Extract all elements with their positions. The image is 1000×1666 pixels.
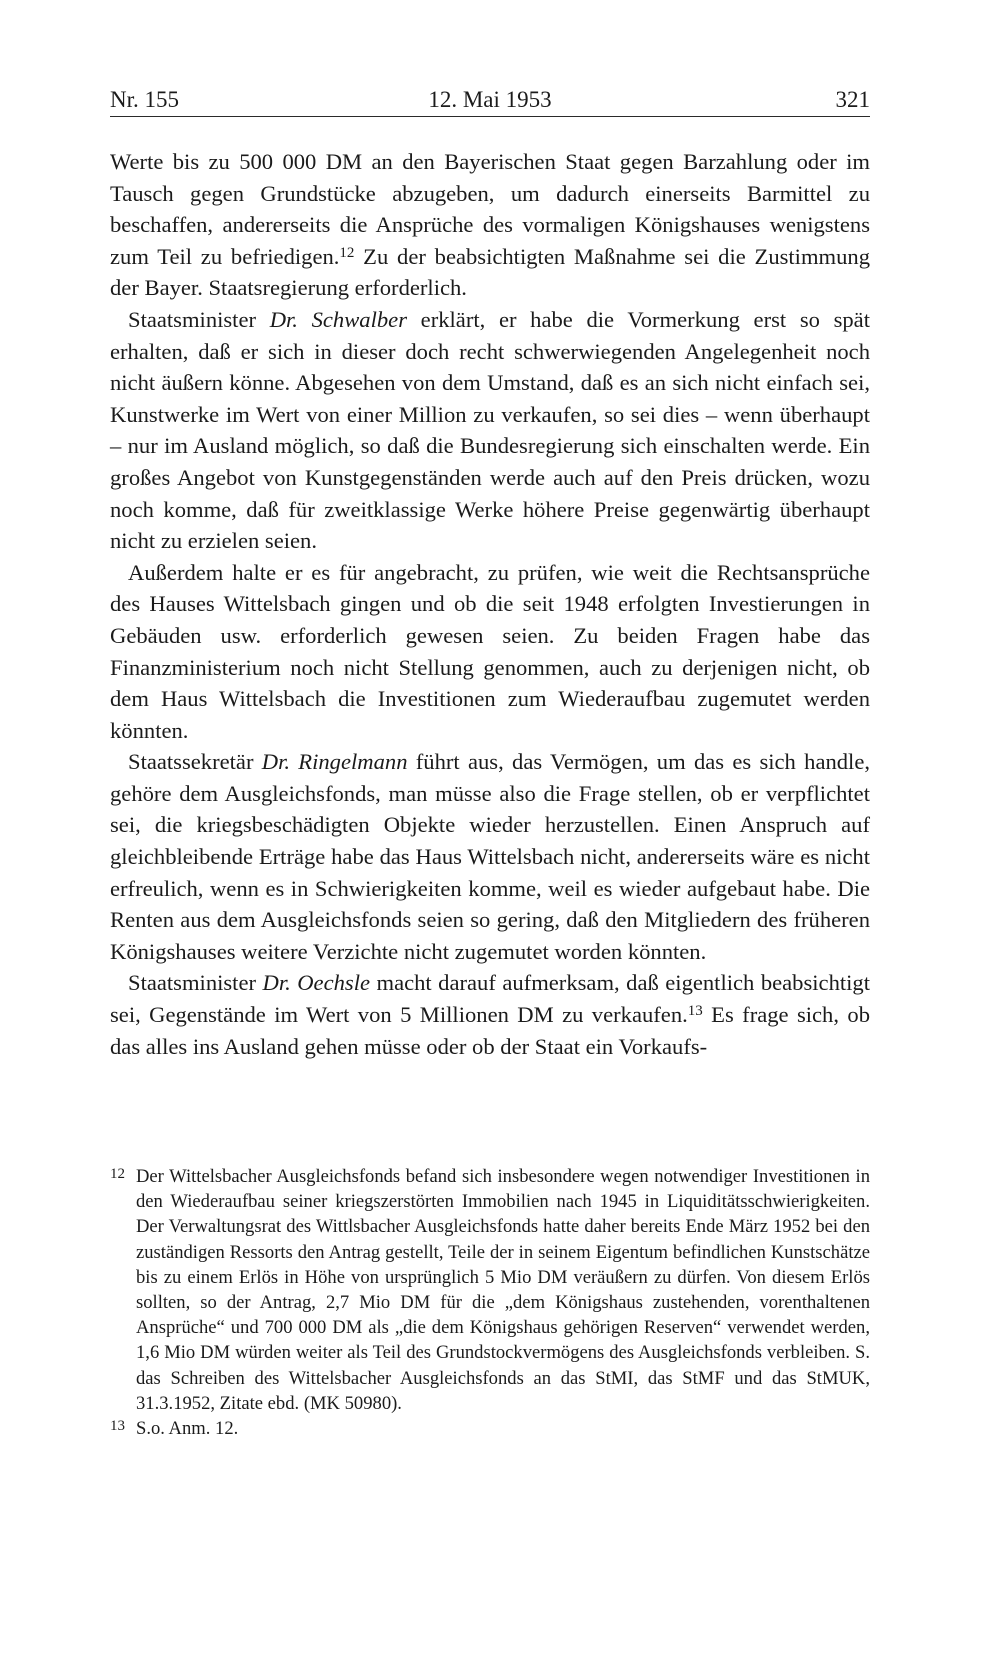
document-number: Nr. 155 [110,87,179,112]
speaker-name: Dr. Ringelmann [261,749,408,775]
page-number: 321 [835,87,870,112]
header-date: 12. Mai 1953 [428,87,552,112]
paragraph-2 [110,304,870,557]
paragraph-text: Werte bis zu 500 000 DM an den Bayerischen Staat gegen Barzahlung oder im Tausch gegen Grundstücke abzugeben, um dadurch einerseits Barmittel zu beschaffen, andererseits die Ansprüche des vormaligen Königshauses wenigstens zum Teil zu befriedigen. [110,149,870,269]
paragraph-text: Staatsminister [128,970,263,996]
footnote-reference-13: 13 [687,1003,703,1020]
paragraph-1 [110,146,870,304]
paragraph-text: Staatsminister [128,306,270,332]
paragraph-4 [110,746,870,967]
footnote-number: 13 [110,1418,125,1435]
footnote-number: 12 [110,1166,125,1182]
footnotes [110,1164,870,1441]
paragraph-5 [110,967,870,1062]
main-text [110,146,870,1062]
footnote-text: Der Wittelsbacher Ausgleichsfonds befand sich insbesondere wegen notwendiger Investitionen in den Wiederaufbau seiner kriegszerstörten Immobilien nach 1945 in Liquiditätsschwierigkeiten. Der Verwaltungsrat des Wittlsbacher Ausgleichsfonds hatte daher bereits Ende März 1952 bei den zuständigen Ressorts den Antrag gestellt, Teile der in seinem Eigentum befindlichen Kunstschätze bis zu einem Erlös in Höhe von ursprünglich 5 Mio DM veräußern zu dürfen. Von diesem Erlös sollten, so der Antrag, 2,7 Mio DM für die „dem Königshaus zustehenden, vorenthaltenen Ansprüche“ und 700 000 DM als „die dem Königshaus gehörigen Reserven“ verwendet werden, 1,6 Mio DM würden weiter als Teil des Grundstockvermögens des Ausgleichsfonds verbleiben. S. das Schreiben des Wittelsbacher Ausgleichsfonds an das StMI, das StMF und das StMUK, 31.3.1952, Zitate ebd. (MK 50980). [136,1166,870,1414]
paragraph-text: erklärt, er habe die Vormerkung erst so spät erhalten, daß er sich in dieser doch recht schwerwiegenden Angelegenheit noch nicht äußern könne. Abgesehen von dem Umstand, daß es an sich nicht einfach sei, Kunstwerke im Wert von einer Million zu verkaufen, so sei dies – wenn überhaupt – nur im Ausland möglich, so daß die Bundesregierung sich einschalten werde. Ein großes Angebot von Kunstgegenständen werde auch auf den Preis drücken, wozu noch komme, daß für zweitklassige Werke höhere Preise gegenwärtig überhaupt nicht zu erzielen seien. [110,306,870,554]
running-header [110,84,870,117]
paragraph-text: Staatssekretär [128,749,262,775]
paragraph-3: Außerdem halte er es für angebracht, zu prüfen, wie weit die Rechtsansprüche des Hauses Wittelsbach gingen und ob die seit 1948 erfolgten Investierungen in Gebäuden usw. erforderlich gewesen seien. Zu beiden Fragen habe das Finanzministerium noch nicht Stellung genommen, auch zu derjenigen nicht, ob dem Haus Wittelsbach die Investitionen zum Wiederaufbau zugemutet werden könnten. [110,559,870,743]
footnote-reference-12: 12 [339,244,355,261]
footnote-12 [110,1164,870,1416]
paragraph-text: Zu der beabsichtigten Maßnahme sei die Zustimmung der Bayer. Staatsregierung erforderlich. [110,243,870,301]
paragraph-text: führt aus, das Vermögen, um das es sich handle, gehöre dem Ausgleichsfonds, man müsse also die Frage stellen, ob er verpflichtet sei, die kriegsbeschädigten Objekte wieder herzustellen. Einen Anspruch auf gleichbleibende Erträge habe das Haus Wittelsbach nicht, andererseits wäre es nicht erfreulich, wenn es in Schwierigkeiten komme, weil es wieder aufgebaut habe. Die Renten aus dem Ausgleichsfonds seien so gering, daß den Mitgliedern des früheren Königshauses weitere Verzichte nicht zugemutet worden könnten. [110,749,871,964]
paragraph-text: Es frage sich, ob das alles ins Ausland gehen müsse oder ob der Staat ein Vorkaufs- [110,1002,870,1059]
speaker-name: Dr. Schwalber [269,306,407,332]
speaker-name: Dr. Oechsle [262,970,371,996]
footnote-text: S.o. Anm. 12. [136,1418,239,1440]
footnote-13 [110,1416,870,1441]
paragraph-text: macht darauf aufmerksam, daß eigentlich beabsichtigt sei, Gegenstände im Wert von 5 Millionen DM zu verkaufen. [110,970,870,1028]
document-page [110,0,870,1666]
